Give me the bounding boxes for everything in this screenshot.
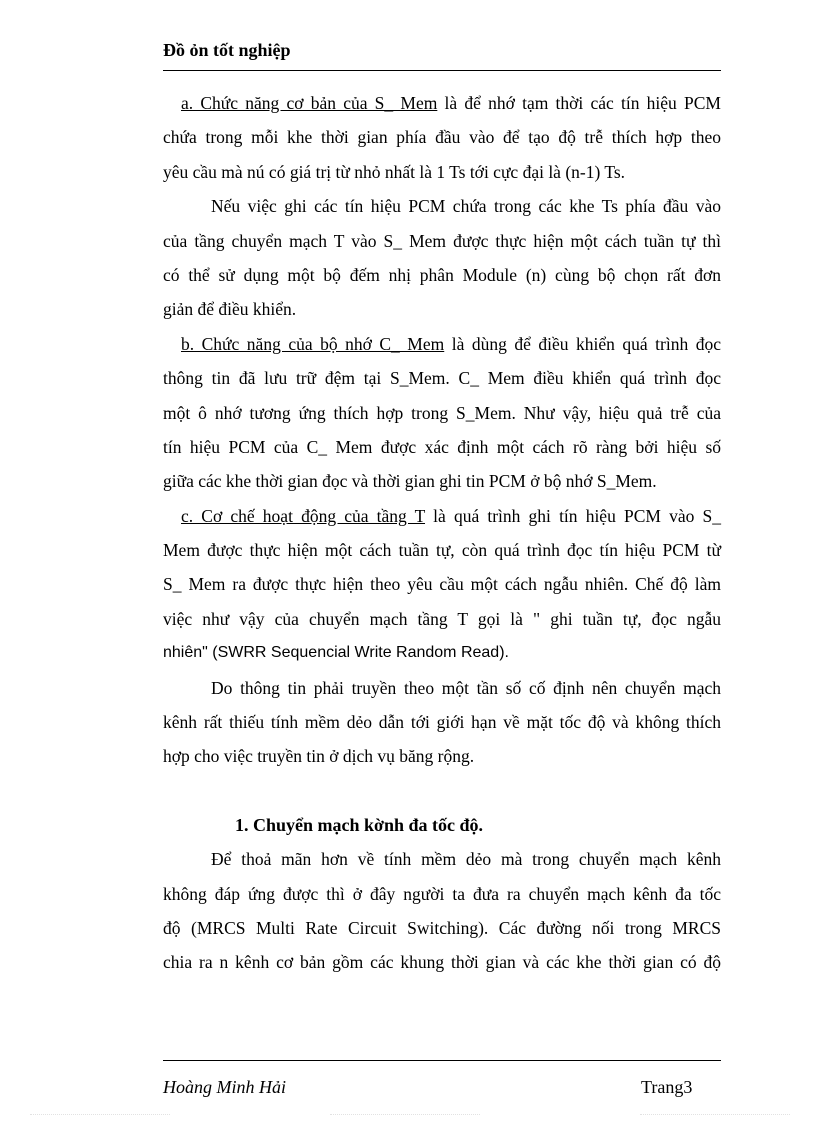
paragraph-5-line-1: Do thông tin phải truyền theo một tần số cố định nên chuyển mạch [211, 677, 721, 698]
header-divider [163, 70, 721, 71]
paragraph-c-text: là quá trình ghi tín hiệu PCM vào S_ [425, 505, 721, 526]
paragraph-b-line-4: tín hiệu PCM của C_ Mem được xác định một cách rõ ràng bởi hiệu số [163, 436, 721, 457]
footer-dotted-line-left [30, 1114, 170, 1115]
paragraph-c-line-1 [163, 499, 721, 533]
paragraph-b-line-2: thông tin đã lưu trữ đệm tại S_Mem. C_ Mem điều khiển quá trình đọc [163, 368, 721, 389]
paragraph-a-line-3: yêu cầu mà nú có giá trị từ nhỏ nhất là 1 Ts tới cực đại là (n-1) Ts. [163, 161, 626, 182]
paragraph-b-text: là dùng để điều khiển quá trình đọc [444, 333, 721, 354]
paragraph-5-line-3: hợp cho việc truyền tin ở dịch vụ băng rộng. [163, 746, 475, 767]
section-heading: 1. Chuyển mạch kờnh đa tốc độ. [235, 814, 484, 835]
paragraph-a-line-1 [163, 86, 721, 120]
paragraph-6-line-2: không đáp ứng được thì ở đây người ta đưa ra chuyển mạch kênh đa tốc [163, 883, 721, 904]
document-body [163, 86, 721, 980]
paragraph-b-line-5: giữa các khe thời gian đọc và thời gian ghi tin PCM ở bộ nhớ S_Mem. [163, 471, 657, 492]
footer-dotted-line-right [640, 1114, 790, 1115]
paragraph-2-line-2: của tầng chuyển mạch T vào S_ Mem được thực hiện một cách tuần tự thì [163, 230, 721, 251]
footer-page-number: Trang3 [641, 1077, 693, 1097]
paragraph-c-label: c. Cơ chế hoạt động của tầng T [181, 505, 426, 526]
paragraph-b-line-3: một ô nhớ tương ứng thích hợp trong S_Mem. Như vậy, hiệu quả trễ của [163, 402, 721, 423]
paragraph-a-text: là để nhớ tạm thời các tín hiệu PCM [437, 93, 721, 113]
paragraph-c-line-2: Mem được thực hiện một cách tuần tự, còn quá trình đọc tín hiệu PCM từ [163, 540, 721, 561]
paragraph-a-line-2: chứa trong mỗi khe thời gian phía đầu vào để tạo độ trễ thích hợp theo [163, 127, 721, 148]
header-title: Đồ ỏn tốt nghiệp [163, 40, 291, 60]
paragraph-2-line-1: Nếu việc ghi các tín hiệu PCM chứa trong các khe Ts phía đầu vào [211, 196, 721, 217]
paragraph-b-label: b. Chức năng của bộ nhớ C_ Mem [181, 333, 445, 354]
paragraph-b-line-1 [163, 327, 721, 361]
paragraph-c-line-5: nhiên" (SWRR Sequencial Write Random Read). [163, 644, 509, 662]
footer-dotted-line-center [330, 1114, 480, 1115]
paragraph-6-line-1: Để thoả mãn hơn về tính mềm dẻo mà trong chuyển mạch kênh [211, 849, 721, 870]
paragraph-a-label: a. Chức năng cơ bản của S_ Mem [181, 93, 438, 113]
paragraph-c-line-4: việc như vậy của chuyển mạch tầng T gọi là " ghi tuần tự, đọc ngẫu [163, 608, 721, 629]
paragraph-2-line-3: có thể sử dụng một bộ đếm nhị phân Module (n) cùng bộ chọn rất đơn [163, 264, 721, 285]
paragraph-5-line-2: kênh rất thiếu tính mềm dẻo dẫn tới giới hạn về mặt tốc độ và không thích [163, 712, 721, 733]
paragraph-6-line-4: chia ra n kênh cơ bản gồm các khung thời gian và các khe thời gian có độ [163, 952, 721, 973]
footer-divider [163, 1060, 721, 1061]
paragraph-6-line-3: độ (MRCS Multi Rate Circuit Switching). Các đường nối trong MRCS [163, 917, 721, 938]
footer-author: Hoàng Minh Hải [163, 1077, 286, 1097]
paragraph-2-line-4: giản để điều khiển. [163, 299, 297, 320]
paragraph-c-line-3: S_ Mem ra được thực hiện theo yêu cầu một cách ngẫu nhiên. Chế độ làm [163, 574, 721, 595]
